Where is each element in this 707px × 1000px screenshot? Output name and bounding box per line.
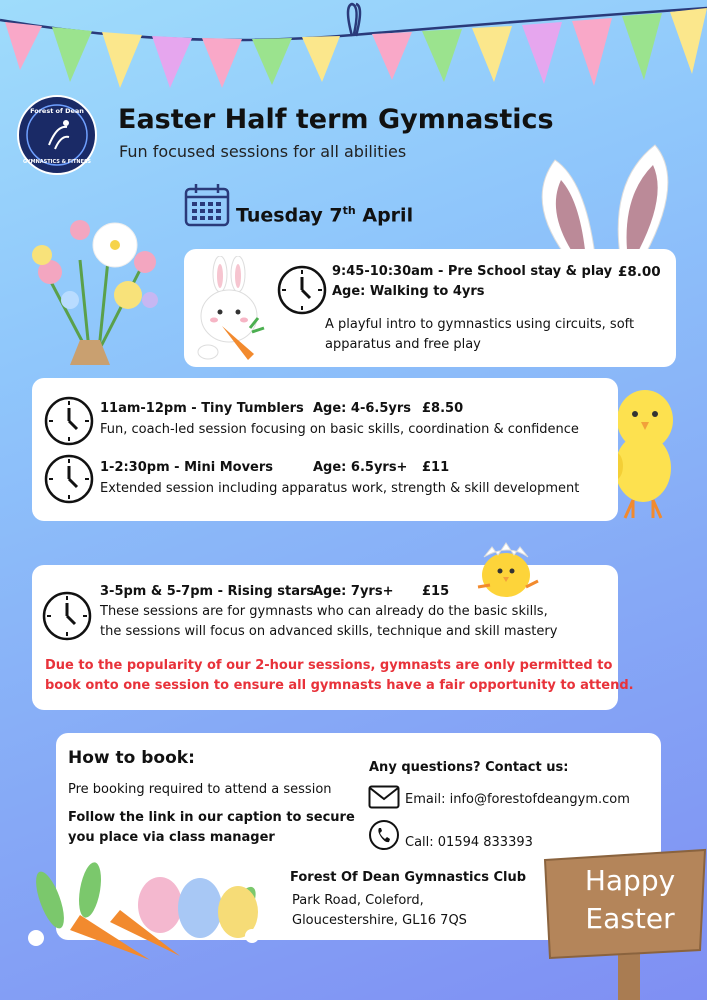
club-address-line: Park Road, Coleford, — [292, 893, 424, 908]
session-age: Age: 6.5yrs+ — [313, 460, 408, 475]
contact-heading: Any questions? Contact us: — [369, 760, 569, 775]
page-subtitle: Fun focused sessions for all abilities — [119, 142, 407, 161]
flower-bouquet-decoration — [20, 200, 180, 370]
booking-prebook-text: Pre booking required to attend a session — [68, 782, 332, 797]
club-address-line: Gloucestershire, GL16 7QS — [292, 913, 467, 928]
easter-eggs-decoration — [10, 860, 290, 970]
email-icon — [368, 785, 400, 809]
bunting-decoration — [0, 0, 707, 95]
sign-line: Happy — [584, 864, 676, 897]
session-time: 1-2:30pm - Mini Movers — [100, 460, 274, 475]
booking-notice: book onto one session to ensure all gymnasts have a fair opportunity to attend. — [45, 678, 634, 693]
happy-easter-sign — [565, 862, 695, 938]
page-title: Easter Half term Gymnastics — [118, 104, 554, 135]
contact-phone[interactable]: Call: 01594 833393 — [405, 835, 533, 850]
session-price: £8.00 — [618, 264, 661, 280]
clock-icon — [43, 395, 95, 447]
session-time: 9:45-10:30am - Pre School stay & play — [332, 264, 613, 279]
phone-icon — [368, 819, 400, 851]
booking-heading: How to book: — [68, 748, 195, 768]
booking-notice: Due to the popularity of our 2-hour sessions, gymnasts are only permitted to — [45, 658, 613, 673]
club-name: Forest Of Dean Gymnastics Club — [290, 870, 527, 885]
booking-link-text: you place via class manager — [68, 830, 275, 845]
sign-line: Easter — [585, 902, 675, 935]
booking-link-text: Follow the link in our caption to secure — [68, 810, 355, 825]
session-age: Age: 4-6.5yrs — [313, 401, 412, 416]
session-description: A playful intro to gymnastics using circuits, soft apparatus and free play — [325, 317, 635, 352]
session-age: Age: Walking to 4yrs — [332, 284, 485, 299]
hatching-chick-decoration — [472, 535, 544, 601]
session-description: Fun, coach-led session focusing on basic skills, coordination & confidence — [100, 422, 579, 437]
svg-text:GYMNASTICS & FITNESS: GYMNASTICS & FITNESS — [23, 159, 91, 165]
club-logo — [17, 95, 97, 175]
bunny-ears-decoration — [525, 140, 705, 260]
contact-email[interactable]: Email: info@forestofdeangym.com — [405, 792, 630, 807]
bunny-with-carrot-decoration — [192, 256, 268, 364]
session-description: Extended session including apparatus work, strength & skill development — [100, 481, 580, 496]
session-price: £8.50 — [422, 401, 464, 416]
session-card-tumblers-movers — [32, 378, 618, 521]
svg-text:Forest of Dean: Forest of Dean — [30, 107, 84, 115]
session-time: 11am-12pm - Tiny Tumblers — [100, 401, 304, 416]
session-age: Age: 7yrs+ — [313, 584, 394, 599]
clock-icon — [41, 590, 93, 642]
session-price: £11 — [422, 460, 450, 475]
clock-icon — [43, 453, 95, 505]
session-description-line: These sessions are for gymnasts who can already do the basic skills, — [100, 604, 548, 619]
session-price: £15 — [422, 584, 450, 599]
clock-icon — [276, 264, 328, 316]
session-time: 3-5pm & 5-7pm - Rising stars — [100, 584, 315, 599]
session-date: Tuesday 7th April — [236, 204, 414, 227]
calendar-icon — [184, 183, 230, 227]
session-description-line: the sessions will focus on advanced skills, technique and skill mastery — [100, 624, 558, 639]
